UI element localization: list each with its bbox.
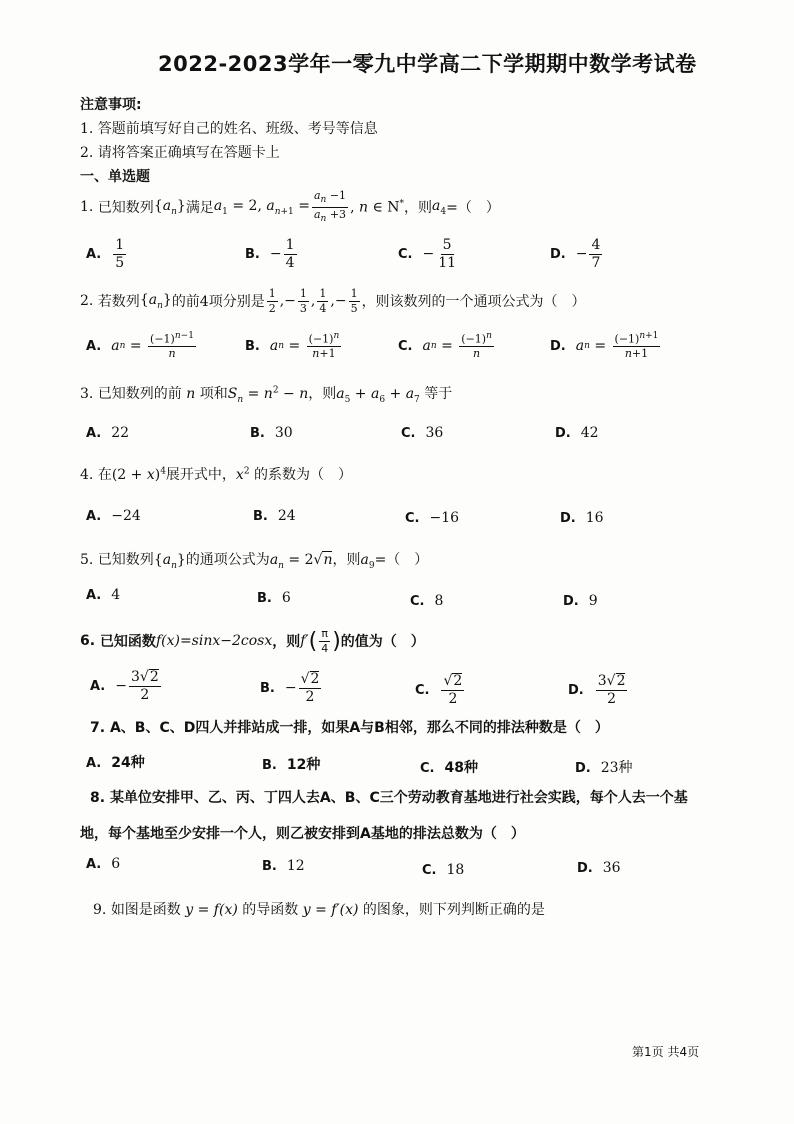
question-text: y = f(x) <box>185 902 238 918</box>
option-3c[interactable] <box>401 425 443 441</box>
option-4b[interactable] <box>253 508 296 524</box>
option-value: 18 <box>446 862 465 878</box>
option-letter: D. <box>575 761 591 776</box>
option-letter: D. <box>560 511 576 526</box>
question-text: 已知数列 <box>97 200 154 216</box>
question-text: 的值为（ ） <box>340 634 425 650</box>
question-8-continued: 地，每个基地至少安排一个人，则乙被安排到A基地的排法总数为（ ） <box>80 826 525 842</box>
option-value: 4 <box>111 587 121 603</box>
option-5c[interactable] <box>410 593 443 609</box>
option-7a[interactable] <box>86 752 145 772</box>
option-3b[interactable] <box>250 425 293 441</box>
question-text: 若数列 <box>97 294 140 310</box>
question-number: 7. <box>90 720 106 736</box>
question-text: f(x)=sinx−2cosx <box>155 633 273 649</box>
question-text: ，则 <box>308 386 337 402</box>
question-3: 3. 已知数列的前 n 项和$S_n = n^2 - n$，则$a_5 + a_6 + a_7$ 等于 <box>80 385 453 405</box>
option-letter: A. <box>86 509 102 524</box>
question-text: 某单位安排甲、乙、丙、丁四人去A、B、C三个劳动教育基地进行社会实践，每个人去一个基 <box>109 790 688 806</box>
option-4c[interactable] <box>405 510 459 526</box>
question-text: 的前4项分别是 <box>171 294 265 310</box>
option-8b[interactable] <box>262 858 305 874</box>
option-value: 36 <box>425 425 444 441</box>
option-value: 12种 <box>286 757 321 773</box>
option-value: −16 <box>429 510 460 526</box>
question-text: ，则 <box>404 200 433 216</box>
option-letter: B. <box>250 426 265 441</box>
question-text: 展开式中， <box>165 467 236 483</box>
option-letter: D. <box>550 246 566 262</box>
option-letter: C. <box>405 511 420 526</box>
question-text: =（ ） <box>446 200 500 216</box>
question-text: 的导函数 <box>242 902 299 918</box>
option-letter: B. <box>245 338 260 354</box>
option-value: 16 <box>585 510 604 526</box>
option-value: 6 <box>281 590 291 606</box>
question-8 <box>90 787 688 807</box>
option-letter: C. <box>398 338 413 354</box>
option-letter: A. <box>86 246 102 262</box>
option-letter: B. <box>260 680 275 696</box>
option-letter: C. <box>420 761 435 776</box>
section-title: 一、单选题 <box>80 169 150 185</box>
option-8a[interactable] <box>86 856 120 872</box>
option-6d[interactable]: D. $\frac{3√2}{2}$ <box>568 673 626 707</box>
question-text: 的系数为（ ） <box>254 467 353 483</box>
option-6a[interactable]: A. − $\frac{3√2}{2}$ <box>90 669 159 703</box>
note-item-1: 1. 答题前填写好自己的姓名、班级、考号等信息 <box>80 121 378 137</box>
option-7d[interactable] <box>575 757 633 777</box>
question-6: 6. 已知函数 f(x)=sinx−2cosx ，则 f′ ( $\frac{\pi}{4}$ ) 的值为（ ） <box>80 626 425 655</box>
question-text: y = f′(x) <box>302 902 359 918</box>
question-number: 5. <box>80 552 94 568</box>
question-text: 已知数列 <box>97 552 154 568</box>
option-value: 48种 <box>444 760 478 776</box>
question-number: 2. <box>80 293 94 309</box>
question-text: 项和 <box>199 386 228 402</box>
option-letter: A. <box>86 756 102 771</box>
option-value: 12 <box>286 858 305 874</box>
option-4d[interactable] <box>560 510 604 526</box>
option-5a[interactable] <box>86 587 120 603</box>
question-text: ，则 <box>332 552 361 568</box>
option-5b[interactable] <box>257 590 291 606</box>
option-6c[interactable]: C. $\frac{√2}{2}$ <box>415 673 463 707</box>
option-3d[interactable] <box>555 425 599 441</box>
option-value: 30 <box>274 425 293 441</box>
question-text: 满足 <box>185 200 214 216</box>
notes-heading: 注意事项: <box>80 97 142 113</box>
question-text: 已知数列的前 <box>97 386 182 402</box>
option-letter: C. <box>422 863 437 878</box>
question-number: 9. <box>93 902 107 918</box>
option-7c[interactable] <box>420 757 478 777</box>
option-value: 24 <box>277 508 296 524</box>
page-footer: 第1页 共4页 <box>632 1045 700 1059</box>
option-value: 36 <box>602 860 621 876</box>
option-letter: A. <box>86 426 102 441</box>
option-value: 22 <box>111 425 130 441</box>
option-2b[interactable]: B. a n = $\frac{(-1)^n}{n+1}$ <box>245 331 340 361</box>
question-1: 1. 已知数列 $\{a_n\}$ 满足 $a_1 = 2$, $a_{n+1}$ = $\frac{a_n -1}{a_n +3}$ , n ∈ N* ，则 $a_4$ =（ ） <box>80 188 500 224</box>
option-letter: D. <box>577 861 593 876</box>
option-letter: D. <box>550 338 566 354</box>
option-letter: D. <box>563 594 579 609</box>
question-text: 已知函数 <box>99 634 156 650</box>
question-text: 如图是函数 <box>110 902 181 918</box>
option-letter: D. <box>555 426 571 441</box>
question-text: A、B、C、D四人并排站成一排，如果A与B相邻，那么不同的排法种数是（ ） <box>109 720 609 736</box>
option-4a[interactable] <box>86 508 141 524</box>
question-2: 2. 若数列 $\{a_n\}$ 的前4项分别是 $\frac{1}{2}$ ,− $\frac{1}{3}$ , $\frac{1}{4}$ ,− $\frac{1}{5}$ ，则该数列的一个通项公式为（ ） <box>80 286 586 315</box>
option-letter: C. <box>398 246 413 262</box>
option-letter: B. <box>262 859 277 874</box>
question-text: ，则该数列的一个通项公式为（ ） <box>361 294 586 310</box>
question-5: 5. 已知数列$\{a_n\}$的通项公式为$a_n = 2√n$，则$a_9=$（ ） <box>80 552 429 571</box>
option-letter: B. <box>245 246 260 262</box>
option-6b[interactable]: B. − $\frac{√2}{2}$ <box>260 671 320 705</box>
option-value: 9 <box>588 593 598 609</box>
option-letter: D. <box>568 682 584 698</box>
note-item-2: 2. 请将答案正确填写在答题卡上 <box>80 145 280 161</box>
option-5d[interactable] <box>563 593 598 609</box>
option-8d[interactable] <box>577 860 621 876</box>
option-3a[interactable] <box>86 425 129 441</box>
question-9 <box>93 899 545 919</box>
option-letter: A. <box>86 338 102 354</box>
option-value: 23种 <box>600 760 633 776</box>
option-1b[interactable]: B. − $\frac{1}{4}$ <box>245 236 295 271</box>
question-number: 4. <box>80 467 94 483</box>
question-text: =（ ） <box>374 552 429 568</box>
option-letter: B. <box>262 758 277 773</box>
question-text: 在 <box>97 467 112 483</box>
option-letter: A. <box>90 678 106 694</box>
option-letter: A. <box>86 588 102 603</box>
question-7 <box>90 717 609 737</box>
option-value: −24 <box>111 508 141 524</box>
option-2c[interactable]: C. a n = $\frac{(-1)^n}{n}$ <box>398 331 492 361</box>
option-1d[interactable]: D. − $\frac{4}{7}$ <box>550 236 601 271</box>
question-number: 3. <box>80 386 94 402</box>
option-1c[interactable]: C. − $\frac{5}{11}$ <box>398 236 457 271</box>
option-letter: C. <box>410 594 425 609</box>
option-value: 42 <box>580 425 599 441</box>
question-4: 4. 在$(2 + x)^4$展开式中，$x^2$ 的系数为（ ） <box>80 466 353 483</box>
option-value: 8 <box>434 593 444 609</box>
option-7b[interactable] <box>262 754 320 774</box>
question-number: 6. <box>80 633 96 649</box>
question-text: 的图象，则下列判断正确的是 <box>362 902 545 918</box>
option-value: 6 <box>111 856 121 872</box>
question-text: 的通项公式为 <box>185 552 270 568</box>
option-letter: B. <box>253 509 268 524</box>
option-2a[interactable]: A. a n = $\frac{(-1)^{n-1}}{n}$ <box>86 331 194 361</box>
question-number: 1. <box>80 199 94 215</box>
option-letter: B. <box>257 591 272 606</box>
option-2d[interactable]: D. a n = $\frac{(-1)^{n+1}}{n+1}$ <box>550 331 659 361</box>
question-text: 等于 <box>424 386 453 402</box>
option-value: 24种 <box>111 755 145 771</box>
option-letter: C. <box>401 426 416 441</box>
question-number: 8. <box>90 790 106 806</box>
option-letter: A. <box>86 857 102 872</box>
option-8c[interactable] <box>422 862 464 878</box>
exam-title: 2022-2023学年一零九中学高二下学期期中数学考试卷 <box>158 52 697 76</box>
question-text: ，则 <box>272 634 301 650</box>
option-1a[interactable]: A. $\frac{1}{5}$ <box>86 236 125 271</box>
option-letter: C. <box>415 682 430 698</box>
